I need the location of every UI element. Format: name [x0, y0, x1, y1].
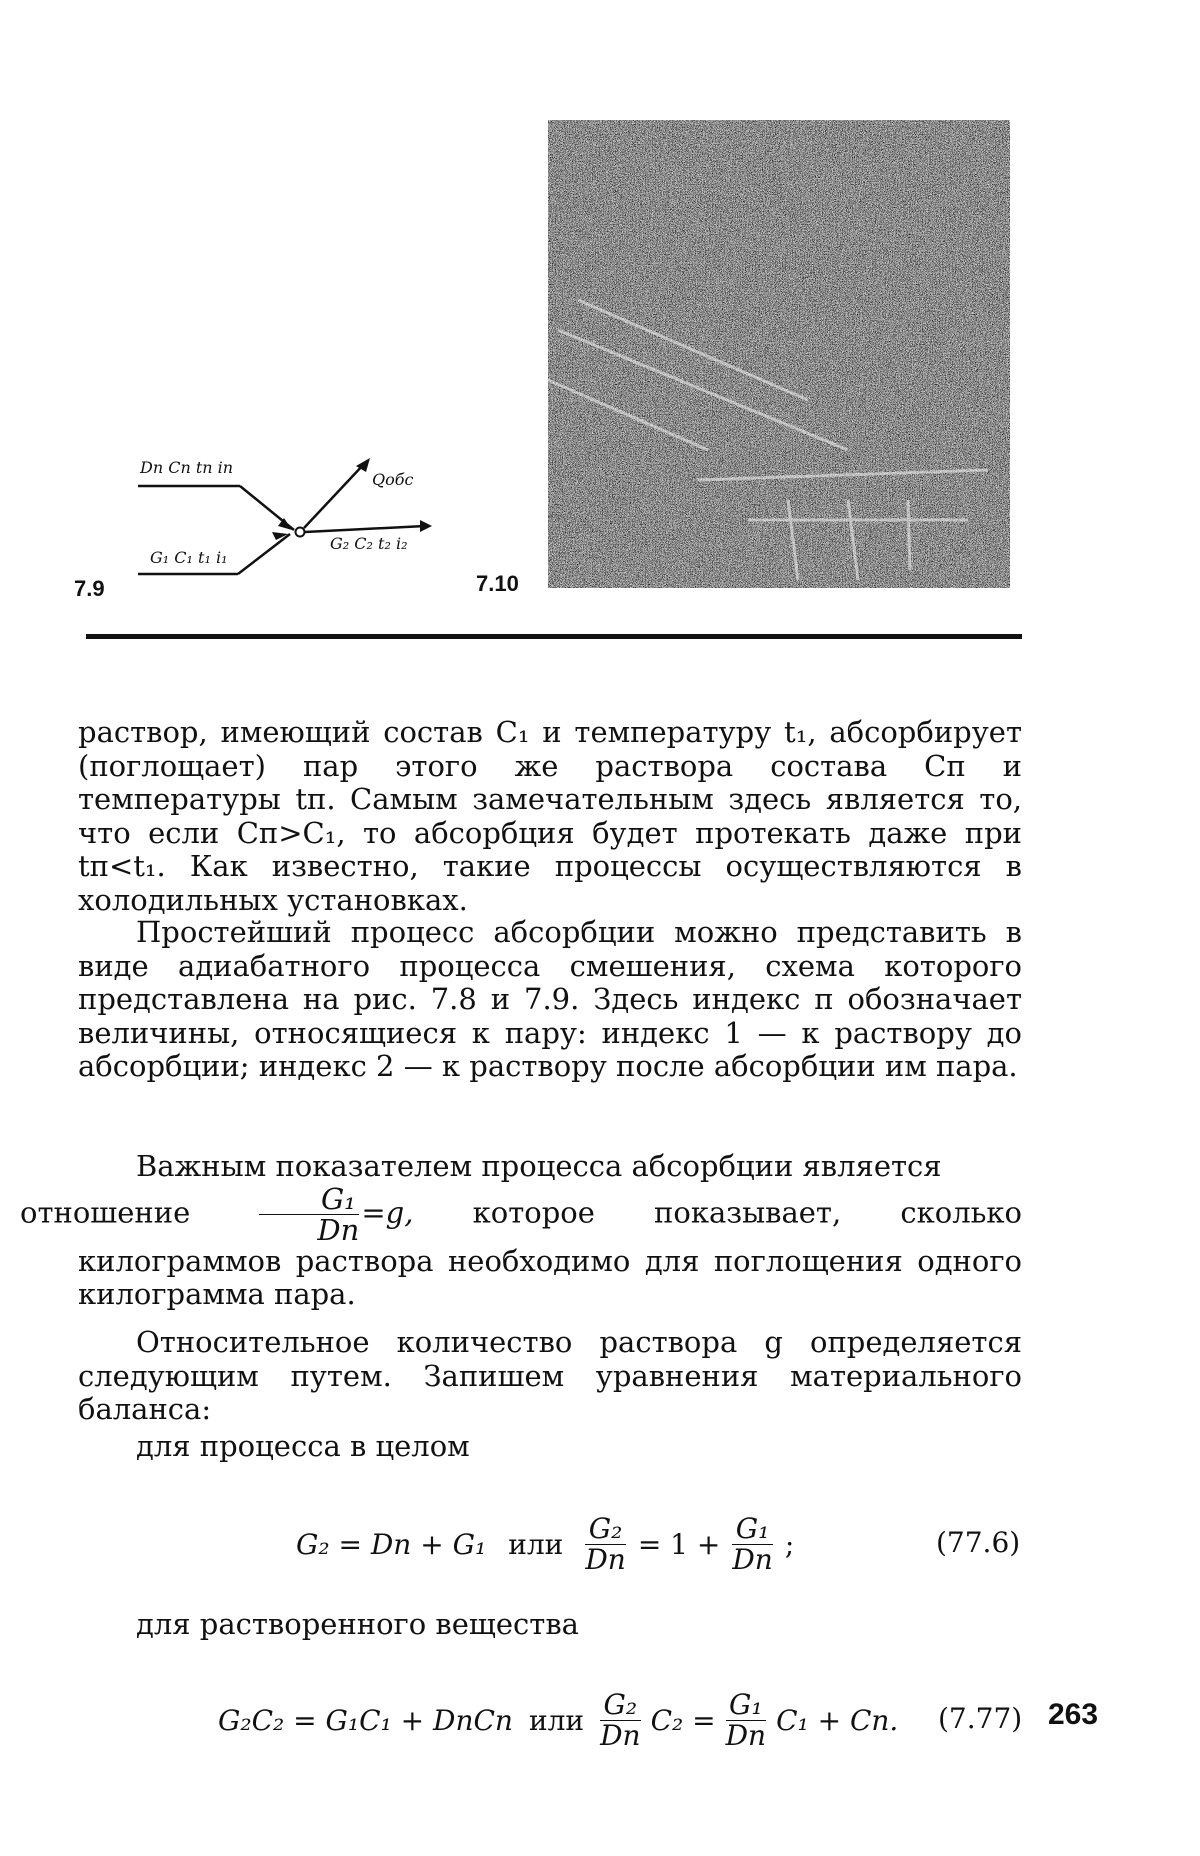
figure-7-9-number: 7.9	[74, 576, 105, 601]
paragraph-6: для растворенного вещества	[136, 1607, 579, 1641]
fig79-label-solution-out: G₂ C₂ t₂ i₂	[330, 534, 408, 553]
solution-inlet-slope	[238, 534, 290, 574]
eq2-fraction-1	[600, 1687, 641, 1752]
eq1-fraction-1	[585, 1511, 626, 1576]
ratio-numerator: G₁	[259, 1184, 359, 1215]
eq1-f1-den: Dп	[585, 1542, 626, 1576]
fig79-label-heat: Qобс	[372, 470, 414, 489]
equation-77-6-number: (77.6)	[936, 1526, 1021, 1559]
equation-7-77-number: (7.77)	[938, 1702, 1023, 1735]
paragraph-3	[20, 1149, 1022, 1312]
eq2-mid: C₂ =	[650, 1703, 716, 1737]
arrow-head-outlet	[420, 520, 432, 532]
paragraph-1: раствор, имеющий состав C₁ и температуру t₁, абсорбирует (поглощает) пар этого же раствора состава Cп и температуры tп. Самым замечательным здесь является то, что если Cп>C₁, то абсорбция будет протекать даже при tп<t₁. Как известно, такие процессы осуществляются в холодильных установках.	[78, 715, 1022, 917]
paragraph-4: Относительное количество раствора g определяется следующим путем. Запишем уравнения материального баланса:	[78, 1325, 1022, 1426]
figure-7-10-photo	[548, 120, 1010, 588]
paragraph-5: для процесса в целом	[136, 1429, 470, 1463]
eq1-fraction-2	[732, 1511, 773, 1576]
eq1-mid: = 1 +	[637, 1527, 721, 1561]
figure-7-10-number: 7.10	[476, 571, 519, 596]
eq1-lhs: G₂ = Dп + G₁	[296, 1527, 487, 1561]
eq2-f2-den: Dп	[725, 1718, 767, 1752]
ratio-fraction	[259, 1181, 360, 1247]
mixing-node	[296, 528, 305, 537]
eq2-f1-den: Dп	[600, 1718, 641, 1752]
eq1-f2-den: Dп	[732, 1542, 773, 1576]
paragraph-2: Простейший процесс абсорбции можно представить в виде адиабатного процесса смешения, схема которого представлена на рис. 7.8 и 7.9. Здесь индекс п обозначает величины, относящиеся к пару: индекс 1 — к раствору до абсорбции; индекс 2 — к раствору после абсорбции им пара.	[78, 915, 1022, 1083]
equation-77-6	[296, 1504, 996, 1584]
ratio-denominator: Dп	[317, 1212, 360, 1247]
eq2-end: C₁ + Cп.	[776, 1703, 899, 1737]
eq2-f2-num: G₁	[726, 1690, 766, 1721]
eq2-conj: или	[528, 1703, 585, 1737]
heat-outlet-line	[304, 464, 364, 528]
paragraph-3-before: отношение	[20, 1195, 191, 1229]
paragraph-3-after: которое показывает, сколько килограммов раствора необходимо для поглощения одного килограмма пара.	[78, 1195, 1022, 1311]
eq1-f1-num: G₂	[585, 1514, 625, 1545]
eq1-end: ;	[784, 1527, 795, 1561]
equation-7-77	[218, 1680, 918, 1760]
ratio-equals-g: =g,	[361, 1195, 414, 1229]
figure-divider-rule	[86, 634, 1022, 639]
solution-outlet-line	[305, 526, 425, 532]
eq2-lhs: G₂C₂ = G₁C₁ + DпCп	[218, 1703, 513, 1737]
page-number: 263	[1048, 1698, 1099, 1731]
paragraph-3-line1: Важным показателем процесса абсорбции является	[136, 1149, 942, 1183]
eq1-conj: или	[508, 1527, 564, 1561]
eq2-fraction-2	[725, 1687, 767, 1752]
eq1-f2-num: G₁	[732, 1514, 772, 1545]
fig79-label-steam: Dп Cп tп iп	[140, 458, 234, 477]
fig79-label-solution-in: G₁ C₁ t₁ i₁	[150, 548, 228, 567]
eq2-f1-num: G₂	[600, 1690, 640, 1721]
